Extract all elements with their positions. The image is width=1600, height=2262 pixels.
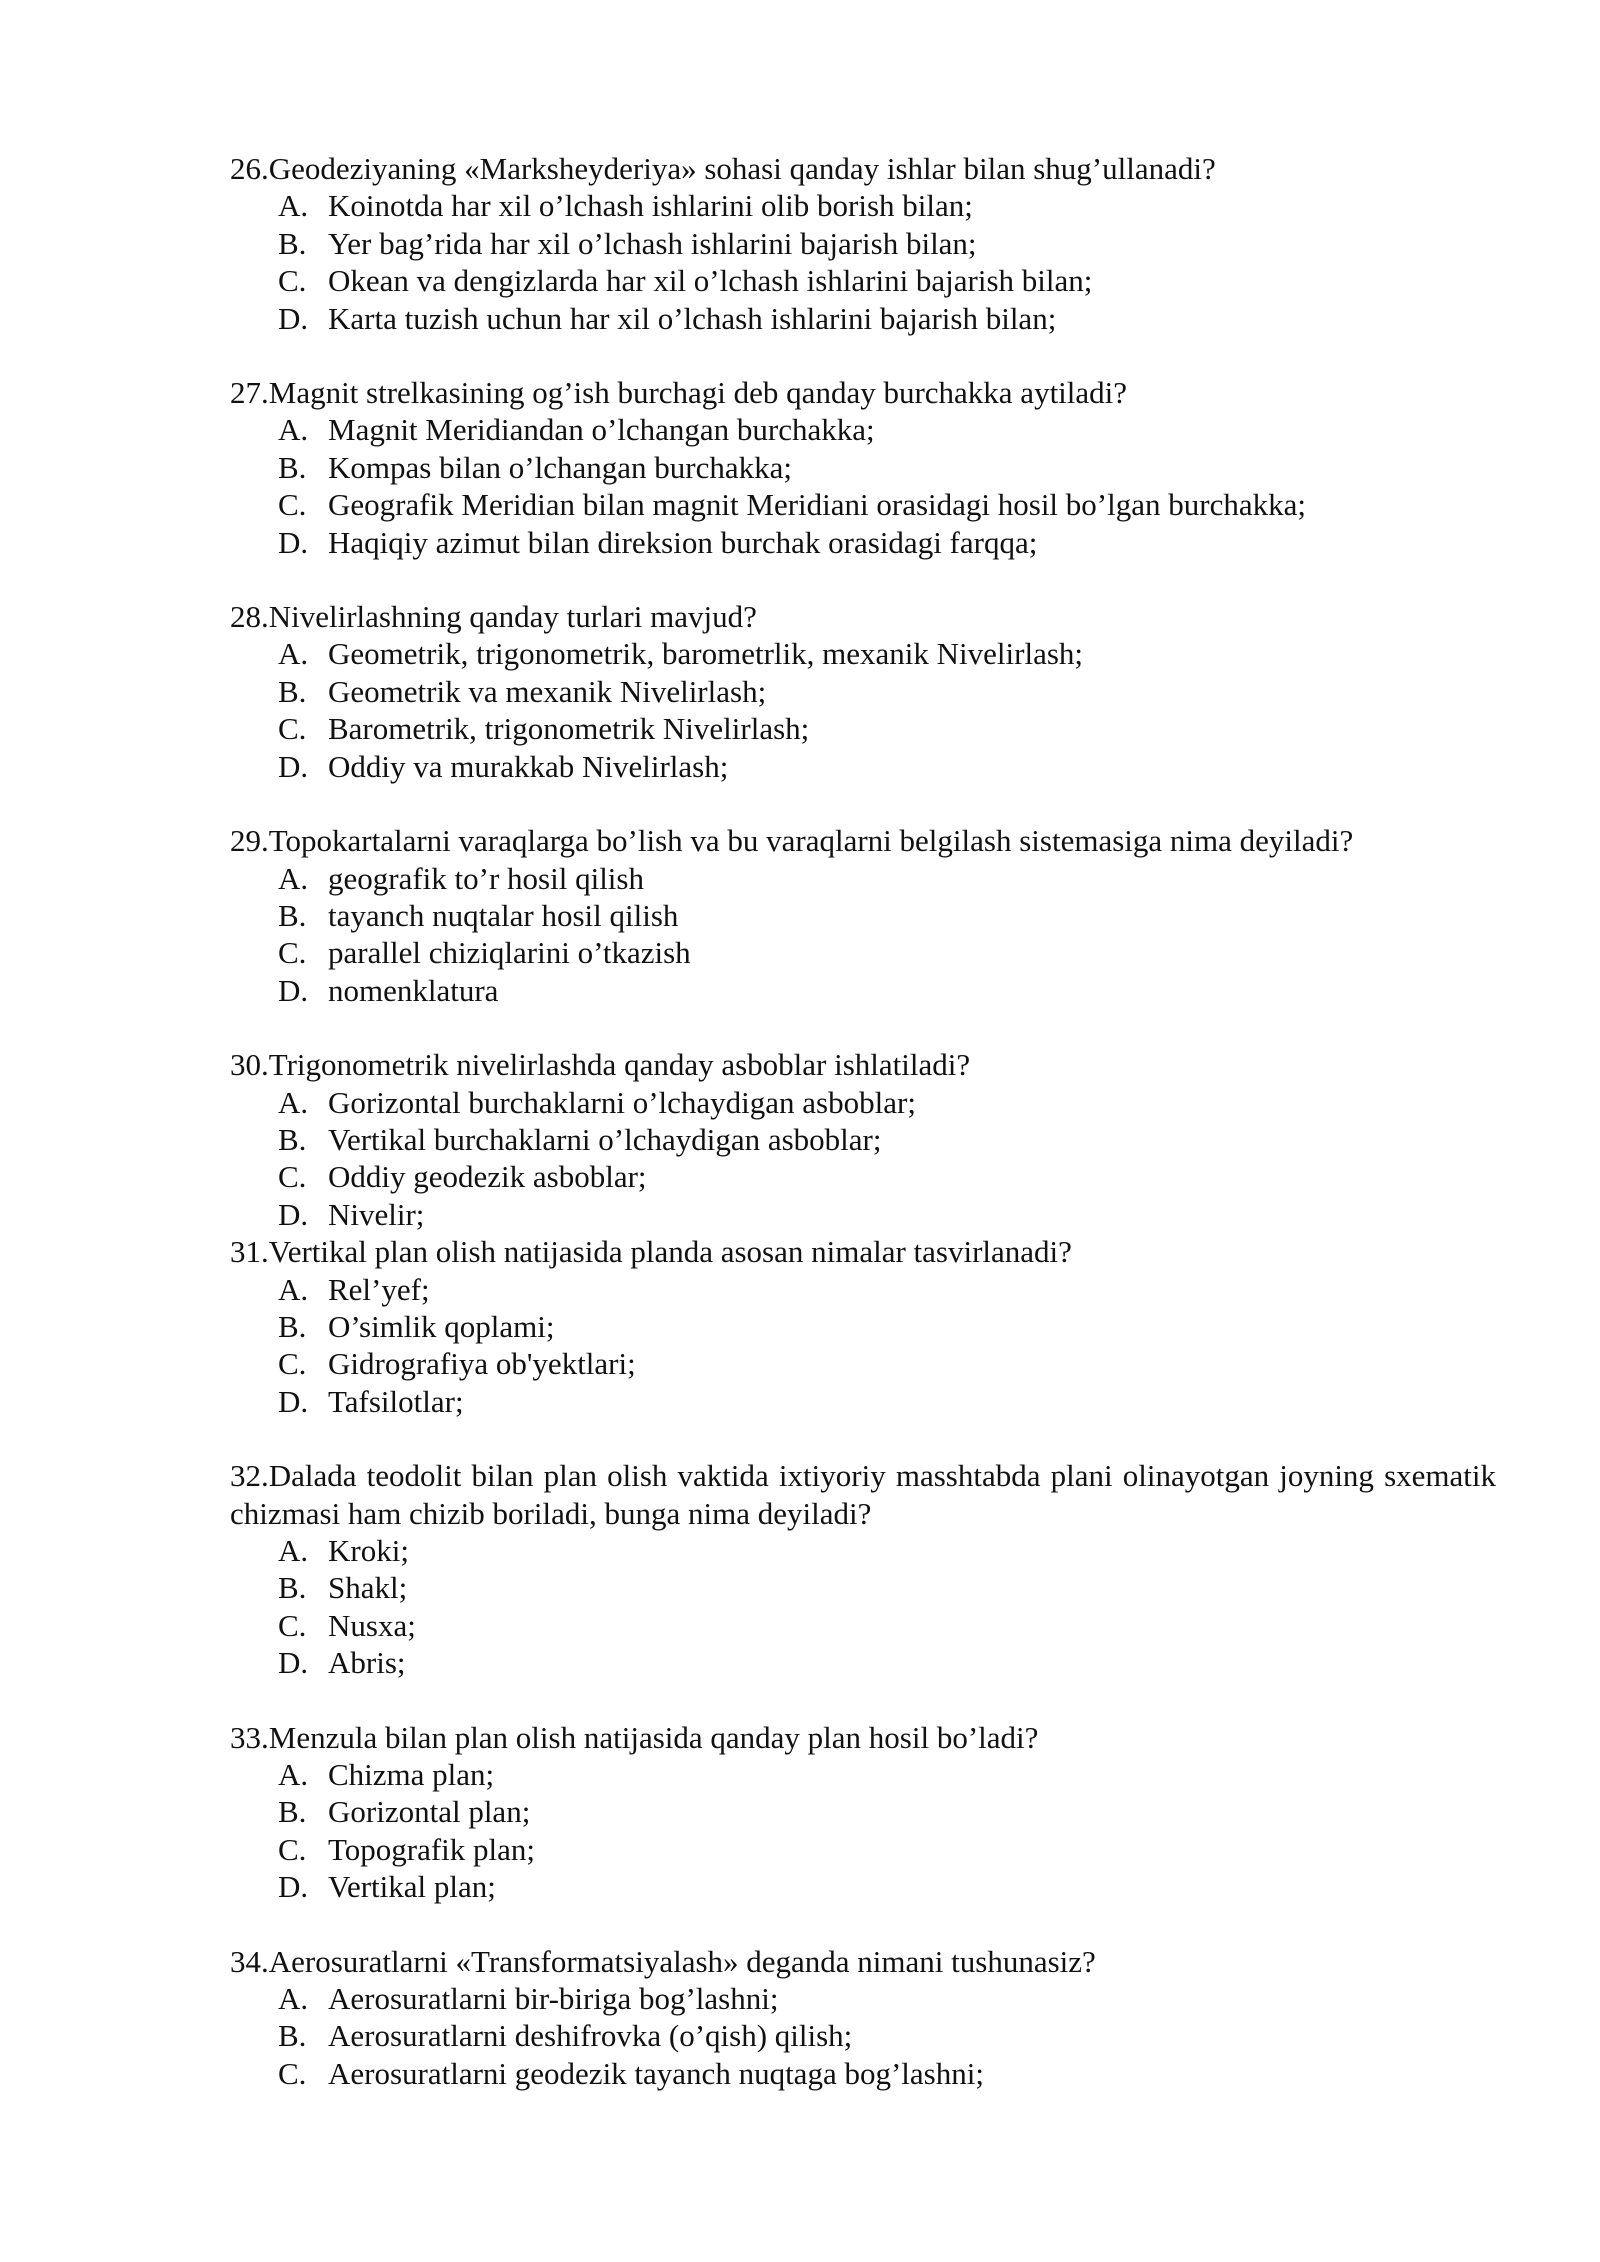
question-body: Geodeziyaning «Marksheyderiya» sohasi qanday ishlar bilan shug’ullanadi? (268, 151, 1216, 186)
answer-letter: B. (278, 1794, 307, 1830)
answer-list (230, 1084, 1500, 1234)
question-text (230, 374, 1500, 411)
question-number: 34. (230, 1943, 269, 1979)
answer-option (278, 1756, 1500, 1793)
answer-option (278, 710, 1500, 747)
answer-option (278, 449, 1500, 486)
answer-letter: D. (278, 1645, 309, 1681)
answer-letter: C. (278, 487, 307, 523)
answer-option (278, 748, 1500, 785)
question-number: 28. (230, 599, 269, 635)
answer-letter: A. (278, 860, 309, 896)
answer-text: Vertikal plan; (328, 1869, 496, 1905)
question-26 (230, 150, 1500, 337)
answer-text: Tafsilotlar; (328, 1383, 464, 1419)
question-number: 26. (230, 151, 269, 186)
answer-option (278, 1980, 1500, 2017)
answer-text: Yer bag’rida har xil o’lchash ishlarini bajarish bilan; (328, 225, 977, 261)
answer-option (278, 2055, 1500, 2092)
answer-text: O’simlik qoplami; (328, 1308, 555, 1344)
answer-option (278, 1644, 1500, 1681)
answer-option (278, 1569, 1500, 1606)
answer-text: Aerosuratlarni deshifrovka (o’qish) qilish; (328, 2018, 853, 2054)
answer-text: Rel’yef; (328, 1271, 430, 1307)
answer-option (278, 187, 1500, 224)
answer-letter: A. (278, 1981, 309, 2017)
answer-option (278, 1121, 1500, 1158)
answer-option (278, 2017, 1500, 2054)
answer-letter: B. (278, 2018, 307, 2054)
answer-text: Topografik plan; (328, 1831, 536, 1867)
answer-text: Gidrografiya ob'yektlari; (328, 1346, 636, 1382)
question-29 (230, 822, 1500, 1009)
question-33 (230, 1719, 1500, 1906)
answer-text: parallel chiziqlarini o’tkazish (328, 935, 691, 971)
answer-list (230, 1980, 1500, 2092)
answer-letter: D. (278, 748, 309, 784)
question-number: 32. (230, 1458, 269, 1494)
question-number: 31. (230, 1234, 269, 1270)
answer-text: Nusxa; (328, 1607, 416, 1643)
answer-option (278, 262, 1500, 299)
answer-text: Gorizontal burchaklarni o’lchaydigan asboblar; (328, 1084, 916, 1120)
question-body: Trigonometrik nivelirlashda qanday asboblar ishlatiladi? (268, 1047, 971, 1083)
answer-option (278, 1793, 1500, 1830)
question-body: Magnit strelkasining og’ish burchagi deb qanday burchakka aytiladi? (268, 375, 1128, 411)
answer-letter: B. (278, 897, 307, 933)
answer-text: Aerosuratlarni geodezik tayanch nuqtaga bog’lashni; (328, 2055, 984, 2091)
answer-option (278, 486, 1500, 523)
answer-letter: D. (278, 300, 309, 336)
answer-option (278, 934, 1500, 971)
answer-text: Gorizontal plan; (328, 1794, 531, 1830)
answer-option (278, 1383, 1500, 1420)
answer-text: geografik to’r hosil qilish (328, 860, 644, 896)
answer-text: Geometrik va mexanik Nivelirlash; (328, 673, 767, 709)
answer-text: Geometrik, trigonometrik, barometrlik, mexanik Nivelirlash; (328, 636, 1084, 672)
answer-option (278, 1308, 1500, 1345)
answer-text: Magnit Meridiandan o’lchangan burchakka; (328, 412, 875, 448)
question-body: Aerosuratlarni «Transformatsiyalash» deganda nimani tushunasiz? (268, 1943, 1096, 1979)
answer-text: Vertikal burchaklarni o’lchaydigan asboblar; (328, 1121, 882, 1157)
answer-letter: B. (278, 1570, 307, 1606)
question-number: 29. (230, 823, 269, 859)
answer-list (230, 187, 1500, 337)
answer-text: Shakl; (328, 1570, 408, 1606)
answer-text: Barometrik, trigonometrik Nivelirlash; (328, 711, 810, 747)
answer-option (278, 673, 1500, 710)
answer-letter: D. (278, 972, 309, 1008)
answer-option (278, 411, 1500, 448)
answer-option (278, 300, 1500, 337)
answer-text: Oddiy va murakkab Nivelirlash; (328, 748, 729, 784)
answer-letter: A. (278, 1271, 309, 1307)
answer-text: Oddiy geodezik asboblar; (328, 1159, 647, 1195)
answer-option (278, 860, 1500, 897)
answer-text: Kompas bilan o’lchangan burchakka; (328, 449, 792, 485)
answer-option (278, 1196, 1500, 1233)
answer-letter: D. (278, 1869, 309, 1905)
answer-letter: A. (278, 1084, 309, 1120)
answer-letter: C. (278, 263, 307, 299)
answer-letter: C. (278, 1159, 307, 1195)
answer-list (230, 635, 1500, 785)
question-number: 27. (230, 375, 269, 411)
answer-letter: C. (278, 2055, 307, 2091)
question-32 (230, 1457, 1500, 1681)
question-27 (230, 374, 1500, 561)
answer-option (278, 897, 1500, 934)
answer-option (278, 1532, 1500, 1569)
answer-letter: C. (278, 1346, 307, 1382)
question-text (230, 1233, 1500, 1270)
answer-text: Abris; (328, 1645, 406, 1681)
answer-letter: B. (278, 1308, 307, 1344)
question-text (230, 822, 1500, 859)
answer-list (230, 1532, 1500, 1682)
answer-option (278, 1868, 1500, 1905)
answer-text: tayanch nuqtalar hosil qilish (328, 897, 679, 933)
question-30 (230, 1046, 1500, 1233)
question-28 (230, 598, 1500, 785)
answer-letter: B. (278, 1121, 307, 1157)
answer-letter: A. (278, 188, 309, 224)
answer-option (278, 1084, 1500, 1121)
answer-letter: D. (278, 1196, 309, 1232)
answer-text: nomenklatura (328, 972, 499, 1008)
answer-option (278, 1345, 1500, 1382)
answer-letter: B. (278, 673, 307, 709)
question-text (230, 1719, 1500, 1756)
question-31 (230, 1233, 1500, 1420)
answer-text: Haqiqiy azimut bilan direksion burchak orasidagi farqqa; (328, 524, 1038, 560)
answer-list (230, 1756, 1500, 1906)
question-34 (230, 1943, 1500, 2093)
question-body: Topokartalarni varaqlarga bo’lish va bu varaqlarni belgilash sistemasiga nima deyiladi? (268, 823, 1354, 859)
question-text (230, 1457, 1496, 1532)
answer-option (278, 225, 1500, 262)
answer-letter: C. (278, 1607, 307, 1643)
answer-option (278, 524, 1500, 561)
answer-option (278, 635, 1500, 672)
answer-text: Okean va dengizlarda har xil o’lchash ishlarini bajarish bilan; (328, 263, 1093, 299)
answer-letter: D. (278, 524, 309, 560)
answer-letter: A. (278, 412, 309, 448)
answer-text: Kroki; (328, 1533, 409, 1568)
question-number: 33. (230, 1719, 269, 1755)
question-body: Dalada teodolit bilan plan olish vaktida ixtiyoriy masshtabda plani olinayotgan joyning sxematik chizmasi ham chizib boriladi, bunga nima deyiladi? (230, 1458, 1496, 1531)
answer-list (230, 411, 1500, 561)
answer-letter: C. (278, 711, 307, 747)
answer-text: Koinotda har xil o’lchash ishlarini olib borish bilan; (328, 188, 973, 224)
question-text (230, 150, 1500, 187)
question-body: Menzula bilan plan olish natijasida qanday plan hosil bo’ladi? (268, 1719, 1039, 1755)
answer-letter: C. (278, 935, 307, 971)
question-text (230, 1943, 1500, 1980)
answer-option (278, 1831, 1500, 1868)
answer-option (278, 1158, 1500, 1195)
answer-letter: A. (278, 636, 309, 672)
answer-letter: B. (278, 449, 307, 485)
answer-letter: C. (278, 1831, 307, 1867)
answer-letter: A. (278, 1757, 309, 1793)
answer-text: Nivelir; (328, 1196, 425, 1232)
question-body: Nivelirlashning qanday turlari mavjud? (268, 599, 757, 635)
answer-letter: D. (278, 1383, 309, 1419)
question-number: 30. (230, 1047, 269, 1083)
answer-text: Chizma plan; (328, 1757, 495, 1793)
answer-text: Geografik Meridian bilan magnit Meridiani orasidagi hosil bo’lgan burchakka; (328, 487, 1306, 523)
question-text (230, 1046, 1500, 1083)
answer-option (278, 1271, 1500, 1308)
answer-letter: B. (278, 225, 307, 261)
answer-option (278, 1607, 1500, 1644)
question-text (230, 598, 1500, 635)
answer-list (230, 1271, 1500, 1421)
answer-text: Karta tuzish uchun har xil o’lchash ishlarini bajarish bilan; (328, 300, 1057, 336)
answer-letter: A. (278, 1533, 309, 1568)
answer-text: Aerosuratlarni bir-biriga bog’lashni; (328, 1981, 779, 2017)
answer-list (230, 860, 1500, 1010)
answer-option (278, 972, 1500, 1009)
question-body: Vertikal plan olish natijasida planda asosan nimalar tasvirlanadi? (268, 1234, 1072, 1270)
